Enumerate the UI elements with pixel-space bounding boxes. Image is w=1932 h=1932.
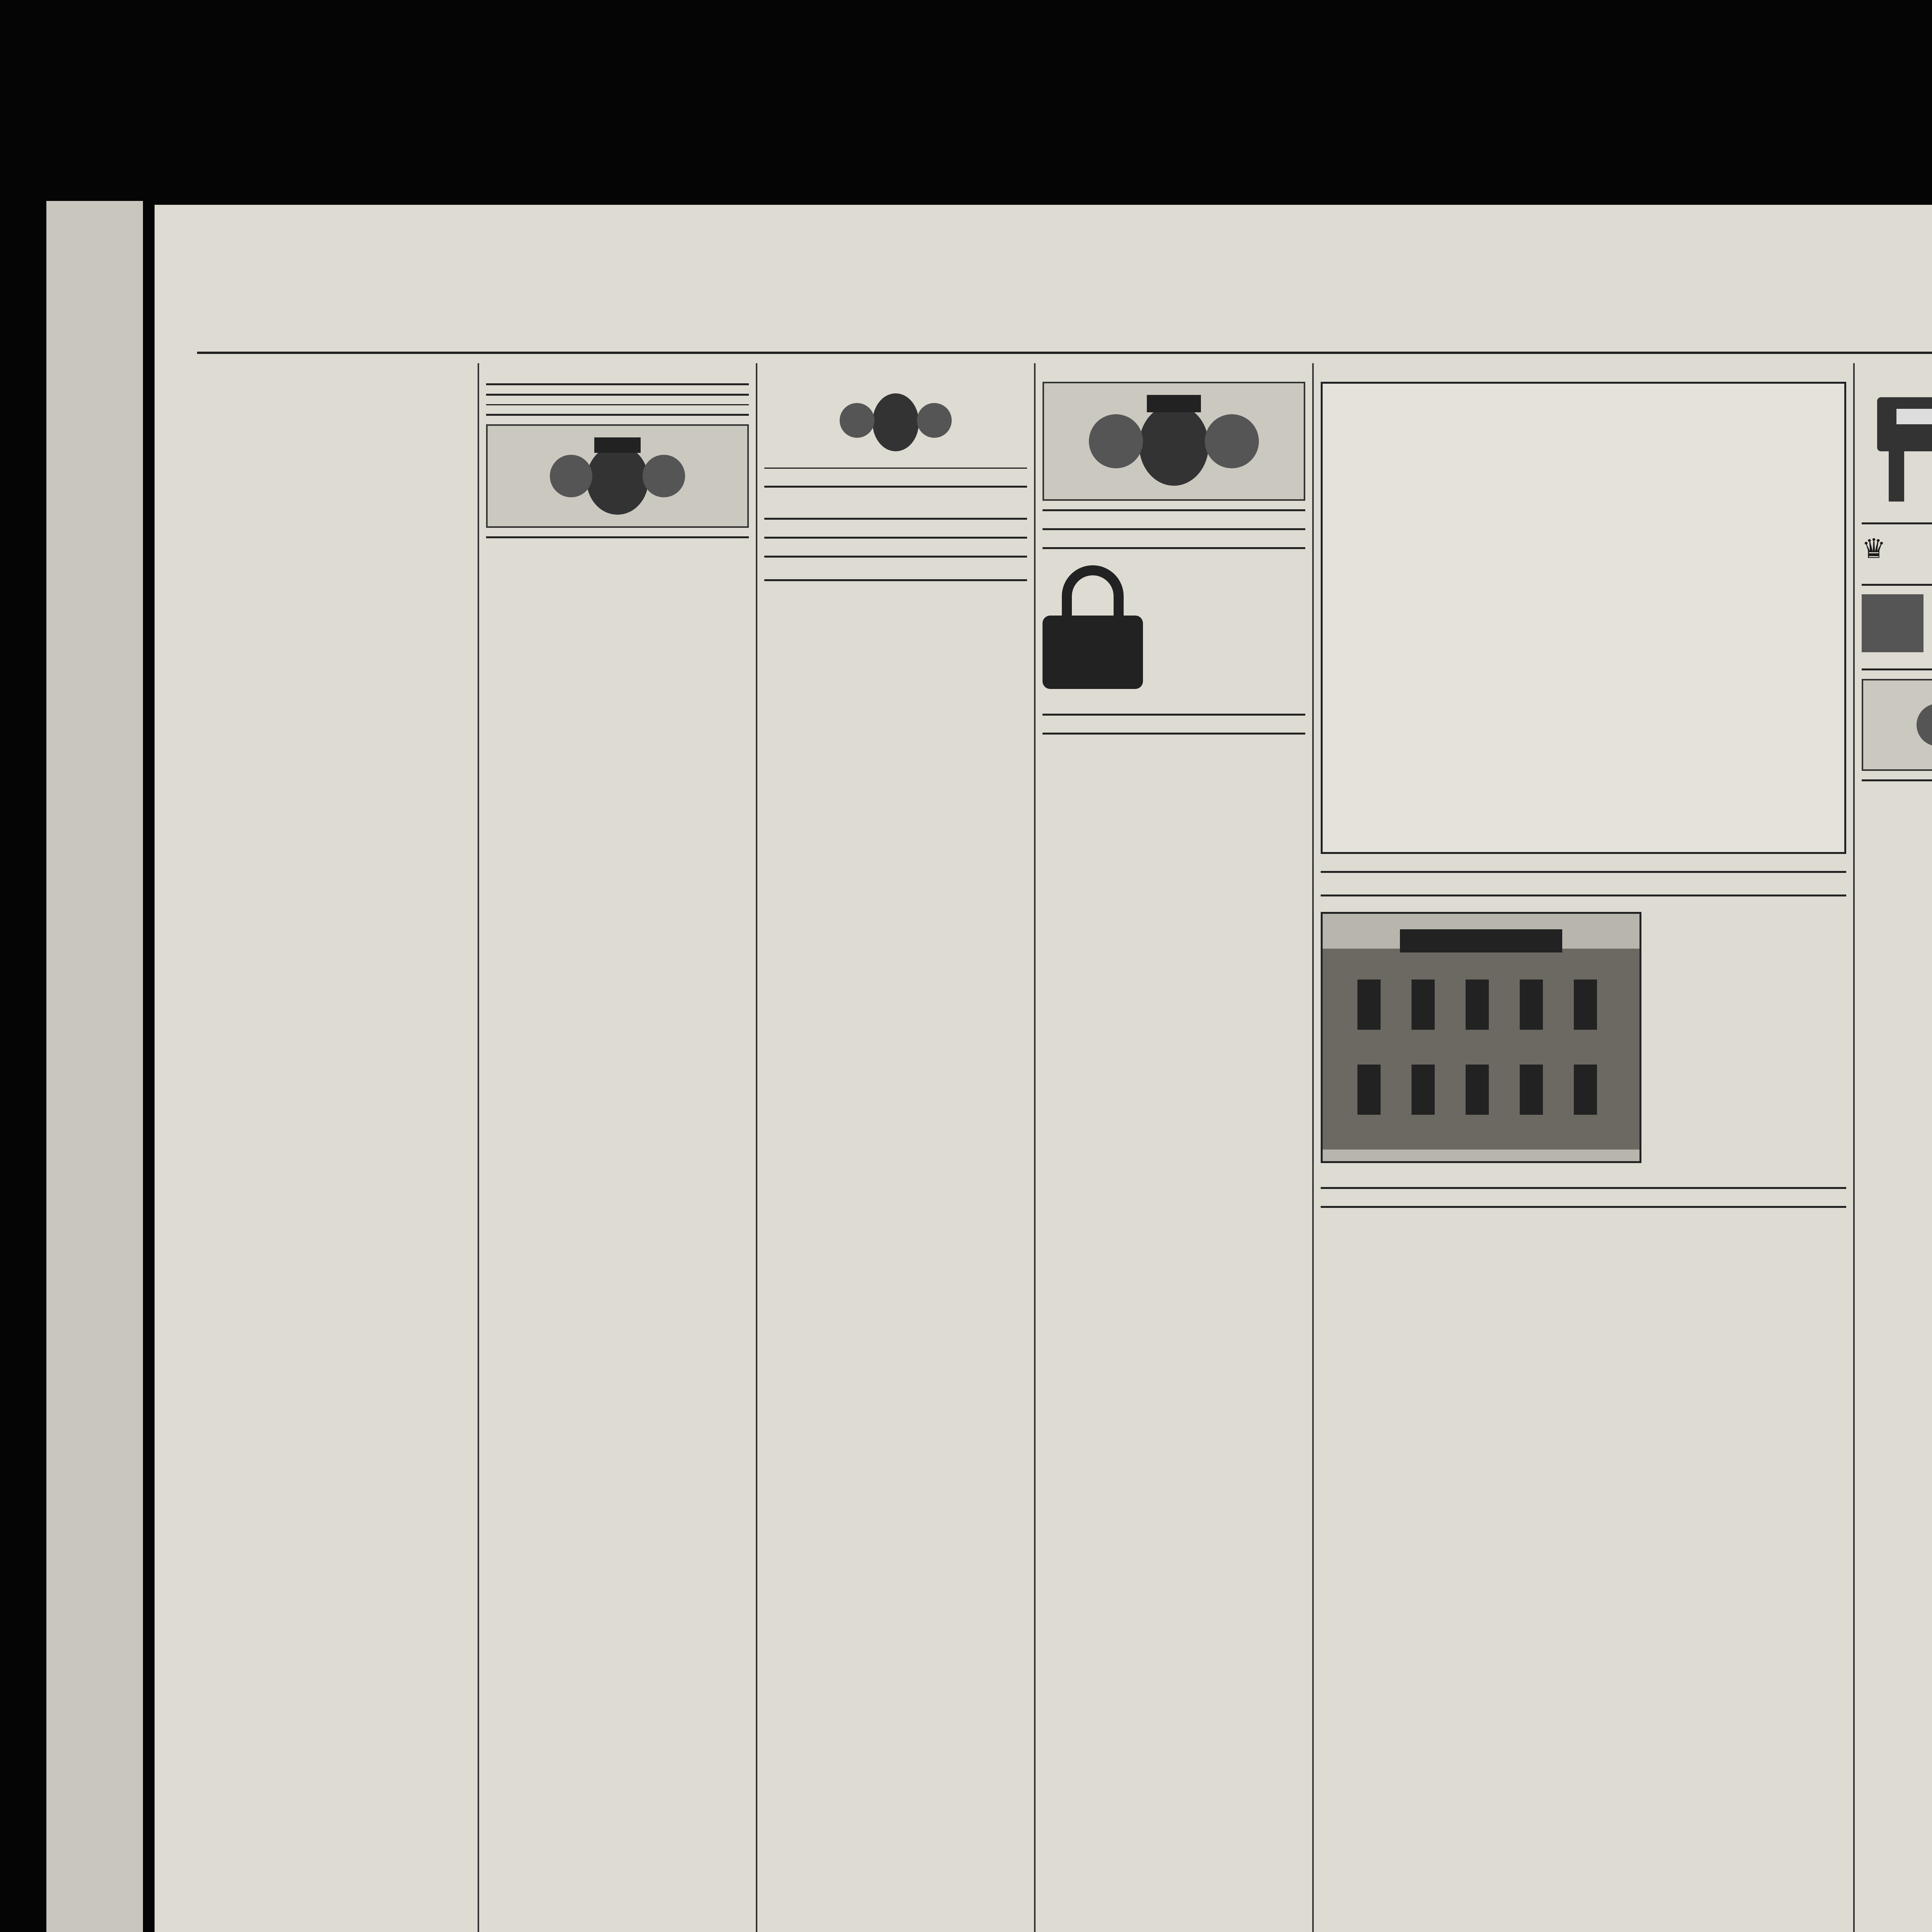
column-depeches bbox=[479, 363, 757, 1932]
crest-icon bbox=[1901, 686, 1932, 764]
divider bbox=[1862, 584, 1932, 586]
store-building-illustration bbox=[1321, 912, 1641, 1163]
divider bbox=[764, 579, 1027, 581]
divider bbox=[486, 404, 749, 405]
divider bbox=[764, 486, 1027, 488]
divider bbox=[1862, 668, 1932, 670]
divider bbox=[1043, 528, 1305, 530]
divider bbox=[1321, 871, 1846, 873]
terres-ad bbox=[764, 496, 1027, 505]
crest-icon: ♛ bbox=[1862, 533, 1886, 565]
crest-icon bbox=[826, 386, 965, 455]
divider bbox=[1043, 714, 1305, 716]
padlock-icon bbox=[1043, 565, 1143, 689]
column-tournoi bbox=[757, 363, 1036, 1932]
royal-arms-emblem bbox=[1043, 382, 1305, 501]
column-nouvelles-diverses bbox=[197, 363, 479, 1932]
royal-arms-emblem bbox=[1862, 679, 1932, 771]
divider bbox=[486, 394, 749, 396]
crest-icon bbox=[1073, 391, 1274, 492]
column-annonces-principales bbox=[1314, 363, 1855, 1932]
ad-subtitle bbox=[1147, 561, 1305, 694]
boule-dor-ad bbox=[1321, 905, 1846, 1170]
divider bbox=[486, 383, 749, 385]
building-icon bbox=[1323, 949, 1639, 1150]
divider bbox=[764, 468, 1027, 469]
divider bbox=[1321, 1187, 1846, 1189]
puzzle-side-text bbox=[1792, 390, 1838, 846]
letter-puzzle bbox=[1321, 382, 1846, 854]
puzzle-grid bbox=[1382, 390, 1785, 846]
divider bbox=[1043, 509, 1305, 511]
divider bbox=[1862, 522, 1932, 524]
crest-icon bbox=[536, 434, 699, 519]
crest-emblem bbox=[764, 382, 1027, 459]
left-page-fragment bbox=[46, 201, 143, 1932]
house-icon bbox=[1862, 594, 1923, 652]
maison-ad bbox=[1862, 594, 1932, 652]
column-musique-lettres bbox=[1855, 363, 1932, 1932]
header-rule bbox=[197, 352, 1932, 354]
piano-icon bbox=[1862, 382, 1932, 505]
divider bbox=[764, 556, 1027, 558]
divider bbox=[486, 536, 749, 538]
newspaper-page bbox=[155, 205, 1932, 1932]
divider bbox=[1862, 779, 1932, 781]
building-sign bbox=[1400, 929, 1562, 952]
divider bbox=[486, 414, 749, 416]
divider bbox=[1321, 1206, 1846, 1208]
boule-dor-text bbox=[1649, 905, 1846, 1170]
divider bbox=[1321, 895, 1846, 896]
lettres-header bbox=[1862, 533, 1932, 565]
column-proclamation bbox=[1036, 363, 1314, 1932]
divider bbox=[764, 537, 1027, 539]
divider bbox=[1043, 547, 1305, 549]
puzzle-side-text bbox=[1329, 390, 1375, 846]
royal-arms-emblem bbox=[486, 424, 749, 528]
divider bbox=[1043, 733, 1305, 735]
divider bbox=[764, 518, 1027, 520]
quincaillerie-ad bbox=[1043, 558, 1305, 697]
